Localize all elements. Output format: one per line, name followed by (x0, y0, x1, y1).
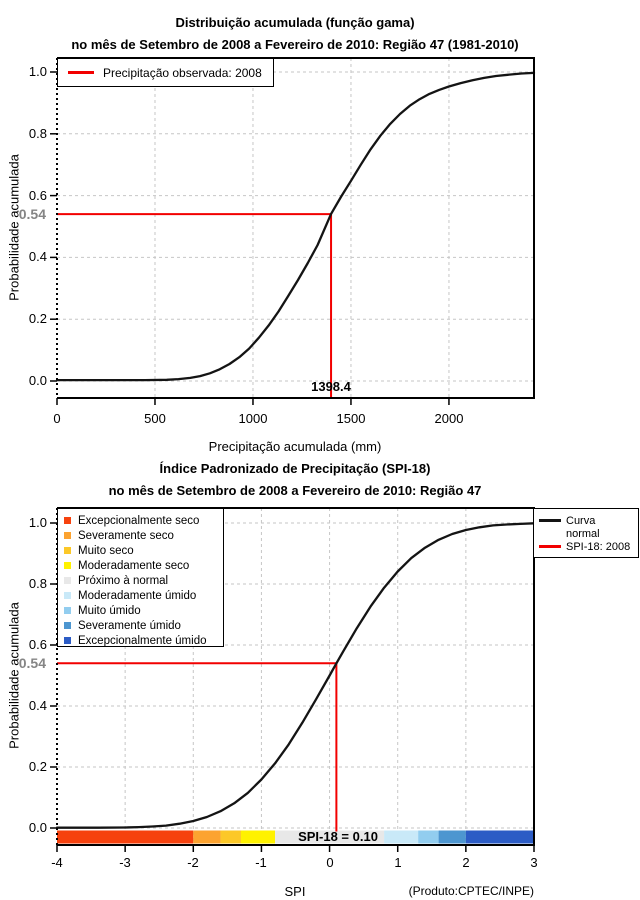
legend-row-spi-2008 (539, 540, 638, 553)
category-color-swatch (64, 607, 71, 614)
gamma-ref-probability-label: 0.54 (18, 206, 46, 222)
x-tick-label: 0 (53, 411, 61, 426)
gamma-legend (57, 58, 274, 87)
y-tick-label: 0.4 (28, 249, 47, 264)
y-tick-label: 0.8 (28, 576, 47, 591)
y-tick-label: 0.2 (28, 759, 47, 774)
category-legend-row (64, 588, 223, 603)
category-legend-row (64, 528, 223, 543)
category-label: Moderadamente úmido (78, 589, 197, 602)
category-label: Severamente seco (78, 529, 174, 542)
category-label: Severamente úmido (78, 619, 181, 632)
plot-border (57, 58, 534, 398)
category-label: Excepcionalmente seco (78, 514, 200, 527)
x-tick-label: 500 (144, 411, 166, 426)
spi-scale-segment (241, 831, 275, 844)
producer-note: (Produto:CPTEC/INPE) (408, 884, 534, 898)
spi-scale-segment (418, 831, 438, 844)
spi-scale-segment (221, 831, 241, 844)
x-tick-label: -1 (255, 855, 267, 870)
y-tick-label: 1.0 (28, 515, 47, 530)
x-tick-label: 1500 (336, 411, 366, 426)
gamma-chart-subtitle: no mês de Setembro de 2008 a Fevereiro de 2010: Região 47 (1981-2010) (71, 37, 519, 52)
normal-curve-legend-label-line1: Curva (566, 514, 596, 527)
x-tick-label: 2 (462, 855, 470, 870)
legend-row-normal-curve-line2 (539, 527, 638, 540)
category-label: Muito úmido (78, 604, 141, 617)
gamma-chart-title: Distribuição acumulada (função gama) (175, 15, 415, 30)
category-color-swatch (64, 532, 71, 539)
y-tick-label: 0.6 (28, 188, 47, 203)
category-legend-row (64, 543, 223, 558)
category-legend-row (64, 603, 223, 618)
spi-2008-legend-line-sample (539, 545, 561, 548)
x-tick-label: -4 (51, 855, 63, 870)
observed-legend-label: Precipitação observada: 2008 (103, 65, 262, 80)
gamma-y-axis-label: Probabilidade acumulada (6, 154, 22, 301)
spi-category-legend (57, 508, 224, 647)
cdf-curve (57, 73, 534, 380)
category-label: Próximo à normal (78, 574, 169, 587)
category-label: Moderadamente seco (78, 559, 190, 572)
gamma-x-axis-label: Precipitação acumulada (mm) (208, 439, 382, 454)
x-tick-label: 1000 (238, 411, 268, 426)
spi-x-axis-label: SPI (284, 884, 306, 899)
category-color-swatch (64, 577, 71, 584)
spi-ref-probability-label: 0.54 (18, 655, 46, 671)
y-tick-label: 0.6 (28, 637, 47, 652)
spi-value-annotation: SPI-18 = 0.10 (298, 829, 378, 844)
spi-chart-title: Índice Padronizado de Precipitação (SPI-18) (159, 461, 431, 476)
category-label: Excepcionalmente úmido (78, 634, 207, 647)
spi-scale-segment (466, 831, 534, 844)
y-tick-label: 0.0 (28, 820, 47, 835)
category-label: Muito seco (78, 544, 134, 557)
category-legend-row (64, 573, 223, 588)
y-tick-label: 0.0 (28, 373, 47, 388)
x-tick-label: 3 (530, 855, 538, 870)
category-color-swatch (64, 622, 71, 629)
category-legend-row (64, 513, 223, 528)
category-color-swatch (64, 637, 71, 644)
gamma-plot (50, 58, 534, 405)
spi-series-legend (533, 508, 639, 558)
x-tick-label: 1 (394, 855, 402, 870)
category-legend-row (64, 618, 223, 633)
observed-legend-line-sample (68, 71, 94, 74)
legend-row-normal-curve (539, 514, 638, 527)
category-color-swatch (64, 547, 71, 554)
normal-curve-legend-label-line2: normal (566, 527, 600, 540)
spi-scale-segment (439, 831, 466, 844)
spi-2008-legend-label: SPI-18: 2008 (566, 540, 631, 553)
spi-scale-segment (57, 831, 193, 844)
category-color-swatch (64, 592, 71, 599)
normal-curve-legend-line-sample (539, 519, 561, 522)
category-legend-row (64, 633, 223, 648)
x-tick-label: -2 (187, 855, 199, 870)
category-color-swatch (64, 562, 71, 569)
spi-chart-subtitle: no mês de Setembro de 2008 a Fevereiro de 2010: Região 47 (108, 483, 482, 498)
y-tick-label: 0.2 (28, 311, 47, 326)
category-legend-row (64, 558, 223, 573)
category-color-swatch (64, 517, 71, 524)
y-tick-label: 0.8 (28, 126, 47, 141)
x-tick-label: 2000 (434, 411, 464, 426)
spi-scale-segment (193, 831, 220, 844)
spi-y-axis-label: Probabilidade acumulada (6, 602, 22, 749)
y-tick-label: 0.4 (28, 698, 47, 713)
x-tick-label: 0 (326, 855, 334, 870)
x-tick-label: -3 (119, 855, 131, 870)
y-tick-label: 1.0 (28, 64, 47, 79)
gamma-ref-x-annotation: 1398.4 (311, 379, 351, 394)
